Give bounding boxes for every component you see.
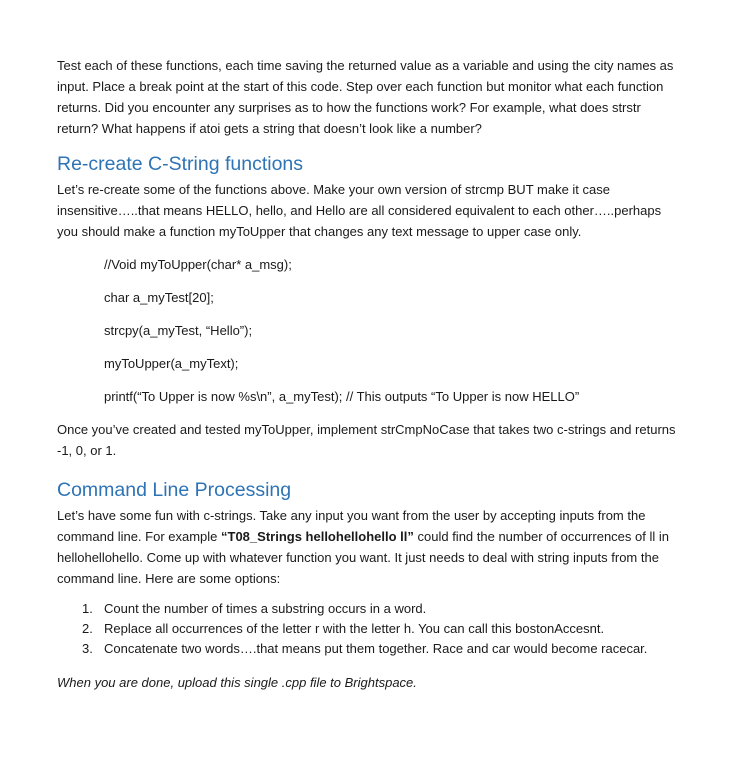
code-block — [57, 254, 677, 407]
list-number: 3. — [82, 641, 93, 656]
example-command: “T08_Strings hellohellohello ll” — [221, 529, 414, 544]
code-line: //Void myToUpper(char* a_msg); — [104, 257, 292, 272]
section-heading-command-line: Command Line Processing — [57, 479, 292, 501]
code-line: printf(“To Upper is now %s\n”, a_myTest); // This outputs “To Upper is now HELLO” — [104, 389, 580, 404]
list-item-text: Replace all occurrences of the letter r with the letter h. You can call this bostonAccesnt. — [104, 621, 605, 636]
recreate-paragraph: Let’s re-create some of the functions above. Make your own version of strcmp BUT make it case insensitive…..that means HELLO, hello, and Hello are all considered equivalent to each other…..perhaps you should make a function myToUpper that changes any text message to upper case only. — [57, 182, 662, 239]
list-item-text: Count the number of times a substring occurs in a word. — [104, 601, 427, 616]
command-line-text: Let’s have some fun with c-strings. Take any input you want from the user by accepting inputs from the command line. For example — [57, 508, 646, 544]
list-item — [82, 599, 677, 619]
options-list — [57, 599, 677, 659]
document-page — [57, 55, 677, 693]
section-heading-recreate: Re-create C-String functions — [57, 153, 304, 175]
code-line: myToUpper(a_myText); — [104, 356, 239, 371]
intro-paragraph: Test each of these functions, each time saving the returned value as a variable and using the city names as input. Place a break point at the start of this code. Step over each function but monitor what each function returns. Did you encounter any surprises as to how the functions work? For example, what does strstr return? What happens if atoi gets a string that doesn’t look like a number? — [57, 58, 674, 136]
list-item-text: Concatenate two words….that means put them together. Race and car would become racecar. — [104, 641, 648, 656]
list-item — [82, 639, 677, 659]
command-line-text: could find the number of occurrences of ll in hellohellohello. Come up with whatever function you want. It just needs to deal with string inputs from the command line. Here are some options: — [57, 529, 669, 586]
code-line: strcpy(a_myTest, “Hello”); — [104, 323, 253, 338]
list-number: 1. — [82, 601, 93, 616]
list-number: 2. — [82, 621, 93, 636]
list-item — [82, 619, 677, 639]
code-line: char a_myTest[20]; — [104, 290, 214, 305]
command-line-paragraph — [57, 505, 677, 589]
after-code-paragraph: Once you’ve created and tested myToUpper, implement strCmpNoCase that takes two c-strings and returns -1, 0, or 1. — [57, 422, 676, 458]
closing-instruction: When you are done, upload this single .cpp file to Brightspace. — [57, 675, 417, 690]
